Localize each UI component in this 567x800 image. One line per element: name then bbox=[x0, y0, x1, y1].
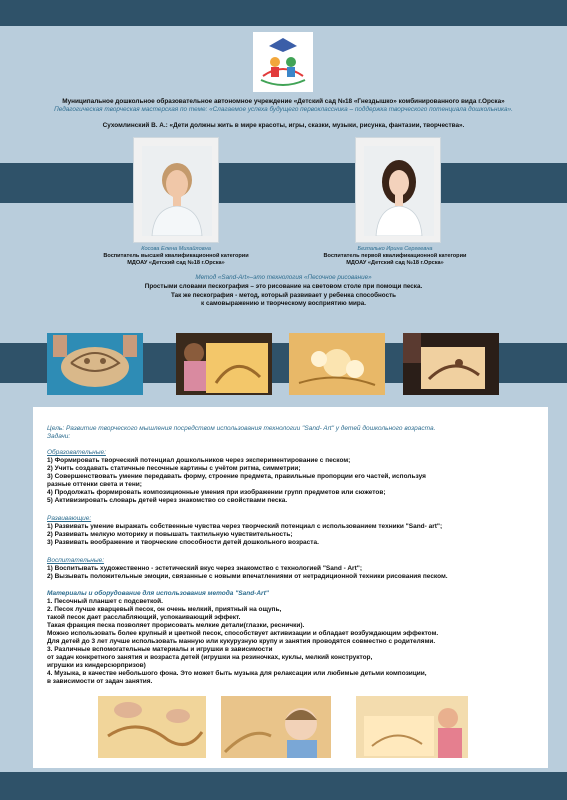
method-line: Так же пескография - метод, который развивает у ребенка способность bbox=[170, 292, 397, 299]
upbringing-heading: Воспитательные: bbox=[47, 557, 105, 564]
organization-name: Муниципальное дошкольное образовательное автономное учреждение «Детский сад №18 «Гнездышко» комбинированного вида г.Орска» bbox=[62, 98, 505, 105]
materials-heading: Материалы и оборудование для использования метода "Sand-Art" bbox=[47, 590, 269, 597]
author-caption-2 bbox=[300, 246, 490, 267]
method-line: Простыми словами пескография – это рисование на световом столе при помощи песка. bbox=[144, 283, 423, 290]
workshop-title: Педагогическая творческая мастерская по теме: «Слагаемое успеха будущего первоклассника – поддержка творческого потенциала дошкольника». bbox=[54, 106, 513, 113]
portrait-woman-dark-hair bbox=[364, 146, 434, 236]
author-role: Воспитатель первой квалификационной категории bbox=[323, 253, 467, 259]
bottom-photo-hands-sand bbox=[98, 696, 206, 758]
developing-item: 1) Развивать умение выражать собственные чувства через творческий потенциал с использованием техники "Sand- art"; bbox=[47, 523, 443, 530]
materials-item: 1. Песочный планшет с подсветкой. bbox=[47, 598, 163, 605]
materials-item: от задач конкретного занятия и возраста детей (игрушки на резиночках, куклы, мелкий конструктор, bbox=[47, 654, 373, 661]
top-band bbox=[0, 0, 567, 26]
kindergarten-logo bbox=[253, 32, 313, 92]
bottom-band bbox=[0, 772, 567, 800]
upbringing-item: 2) Вызывать положительные эмоции, связанные с новыми впечатлениями от нетрадиционной техники рисования песком. bbox=[47, 573, 448, 580]
tasks-heading: Задачи: bbox=[47, 433, 71, 440]
author-name: Безпалько Ирина Сергеевна bbox=[357, 246, 433, 252]
sand-art-photo-flower bbox=[289, 333, 385, 395]
method-line: к самовыражению и творческому восприятию мира. bbox=[201, 300, 366, 307]
educational-item: 3) Совершенствовать умение передавать форму, строение предмета, правильные пропорции его частей, используя bbox=[47, 473, 426, 480]
materials-item: 3. Различные вспомогательные материалы и игрушки в зависимости bbox=[47, 646, 273, 653]
educational-item: разные оттенки света и тени; bbox=[47, 481, 142, 488]
developing-item: 2) Развивать мелкую моторику и повышать тактильную чувствительность; bbox=[47, 531, 293, 538]
sand-art-photo-child-drawing bbox=[176, 333, 272, 395]
materials-item: такой песок дает расслабляющий, успокаивающий эффект. bbox=[47, 614, 241, 621]
goal-text: Цель: Развитие творческого мышления посредством использования технологии "Sand- Art" у детей дошкольного возраста. bbox=[47, 425, 436, 432]
author-name: Косова Елена Михайловна bbox=[141, 246, 211, 252]
materials-item: Такая фракция песка позволяет прорисовать мелкие детали(глазки, реснички). bbox=[47, 622, 305, 629]
author-org: МДОАУ «Детский сад №18 г.Орска» bbox=[346, 260, 444, 266]
materials-item: 2. Песок лучше кварцевый песок, он очень мелкий, приятный на ощупь, bbox=[47, 606, 282, 613]
materials-item: Для детей до 3 лет лучше использовать манную или кукурузную крупу и занятия проводятся совместно с родителями. bbox=[47, 638, 436, 645]
upbringing-item: 1) Воспитывать художественно - эстетический вкус через знакомство с технологией "Sand - Art"; bbox=[47, 565, 362, 572]
author-org: МДОАУ «Детский сад №18 г.Орска» bbox=[127, 260, 225, 266]
author-photo-1 bbox=[133, 137, 219, 243]
materials-item: Можно использовать более крупный и цветной песок, способствует активизации и обладает возбуждающим эффектом. bbox=[47, 630, 439, 637]
educational-item: 4) Продолжать формировать композиционные умения при изображении групп предметов или сюжетов; bbox=[47, 489, 386, 496]
educational-item: 2) Учить создавать статичные песочные картины с учётом ритма, симметрии; bbox=[47, 465, 301, 472]
author-role: Воспитатель высшей квалификационной категории bbox=[103, 253, 249, 259]
portrait-woman-blonde bbox=[142, 146, 212, 236]
author-photo-2 bbox=[355, 137, 441, 243]
educational-item: 5) Активизировать словарь детей через знакомство со свойствами песка. bbox=[47, 497, 288, 504]
materials-item: в зависимости от задач занятия. bbox=[47, 678, 153, 685]
bottom-photo-child-portrait bbox=[221, 696, 331, 758]
sand-art-photo-blue-table bbox=[47, 333, 143, 395]
materials-item: 4. Музыка, в качестве небольшого фона. Это может быть музыка для релаксации или любимые детьми композиции, bbox=[47, 670, 427, 677]
bottom-photo-child-at-table bbox=[356, 696, 468, 758]
author-caption-1 bbox=[81, 246, 271, 267]
developing-heading: Развивающие: bbox=[47, 515, 92, 522]
sukhomlinsky-quote: Сухомлинский В. А.: «Дети должны жить в мире красоты, игры, сказки, музыки, рисунка, фантазии, творчества». bbox=[102, 122, 465, 129]
materials-item: игрушки из киндерсюрпризов) bbox=[47, 662, 146, 669]
method-title: Метод «Sand-Art»–это технология «Песочное рисование» bbox=[195, 274, 372, 281]
educational-heading: Образовательные: bbox=[47, 449, 106, 456]
sand-art-photo-dark-table bbox=[403, 333, 499, 395]
middle-band-1 bbox=[0, 163, 567, 203]
developing-item: 3) Развивать воображение и творческие способности детей дошкольного возраста. bbox=[47, 539, 319, 546]
educational-item: 1) Формировать творческий потенциал дошкольников через экспериментирование с песком; bbox=[47, 457, 351, 464]
